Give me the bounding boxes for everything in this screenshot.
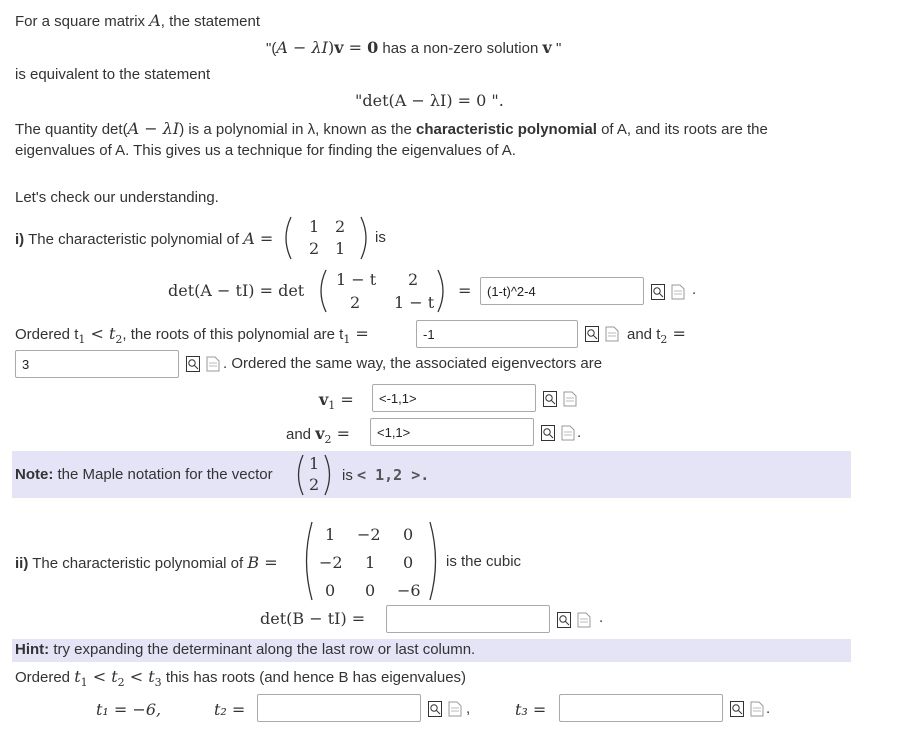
det-expression: det(A − tI) = det	[168, 281, 305, 300]
v2-input[interactable]	[370, 418, 534, 446]
comma: ,	[466, 700, 471, 717]
v2-label: and $v_2$ =	[286, 424, 350, 446]
roots-sentence: Ordered $t_1 < t_2$, the roots of this polynomial are $t_1$ =	[15, 324, 369, 346]
help-doc-icon[interactable]	[605, 326, 619, 342]
det-b-expression: det(B − tI) =	[260, 609, 366, 628]
intro-paragraph-line2: eigenvalues of A. This gives us a technique for finding the eigenvalues of A.	[15, 142, 516, 159]
v1-label: $v_1$ =	[319, 390, 354, 412]
check-heading: Let's check our understanding.	[15, 189, 219, 206]
help-doc-icon[interactable]	[206, 356, 220, 372]
intro-line1: For a square matrix A, the statement	[15, 11, 261, 30]
preview-icon[interactable]	[730, 701, 744, 717]
help-doc-icon[interactable]	[561, 425, 575, 441]
period: .	[692, 281, 697, 298]
preview-icon[interactable]	[428, 701, 442, 717]
is-label: is	[375, 229, 386, 246]
v1-input[interactable]	[372, 384, 536, 412]
help-doc-icon[interactable]	[750, 701, 764, 717]
matrix-b-entries: 1 −2 0 −2 1 0 0 0 −6	[319, 525, 421, 600]
maple-notation: is < 1,2 >.	[342, 466, 430, 484]
preview-icon[interactable]	[651, 284, 665, 300]
note-vector-entries: 1 2	[309, 454, 320, 494]
intro-paragraph-line1: The quantity det(A − λI) is a polynomial in λ, known as the characteristic polynomial of A, and its roots are the	[15, 119, 768, 138]
hint-text: Hint: try expanding the determinant along the last row or last column.	[15, 641, 476, 658]
characteristic-polynomial-term: characteristic polynomial	[415, 121, 597, 138]
statement-2: "det(A − λI) = 0 ".	[355, 91, 504, 110]
eigen-t2-input[interactable]	[257, 694, 421, 722]
preview-icon[interactable]	[541, 425, 555, 441]
preview-icon[interactable]	[585, 326, 599, 342]
period: .	[766, 700, 771, 717]
t2-label: t₂ =	[214, 700, 246, 719]
t1-given: t₁ = −6,	[96, 700, 162, 719]
t1-input[interactable]	[416, 320, 578, 348]
help-doc-icon[interactable]	[671, 284, 685, 300]
preview-icon[interactable]	[543, 391, 557, 407]
characteristic-polynomial-input[interactable]	[480, 277, 644, 305]
matrix-a-minus-ti-entries: 1 − t 2 2 1 − t	[336, 270, 435, 312]
period: .	[599, 609, 604, 626]
order-sentence: Ordered $t_1 < t_2 < t_3$ this has roots (and hence B has eigenvalues)	[15, 667, 467, 689]
eigenvector-sentence: . Ordered the same way, the associated eigenvectors are	[223, 355, 603, 372]
preview-icon[interactable]	[557, 612, 571, 628]
t2-input[interactable]	[15, 350, 179, 378]
intro-line3: is equivalent to the statement	[15, 66, 211, 83]
help-doc-icon[interactable]	[448, 701, 462, 717]
matrix-a-entries: 1 2 2 1	[309, 217, 346, 258]
equals-sign: =	[458, 281, 472, 300]
help-doc-icon[interactable]	[577, 612, 591, 628]
period: .	[577, 424, 582, 441]
eigen-t3-input[interactable]	[559, 694, 723, 722]
and-t2-label: and $t_2$ =	[627, 324, 686, 346]
preview-icon[interactable]	[186, 356, 200, 372]
t3-label: t₃ =	[515, 700, 547, 719]
note-text: Note: the Maple notation for the vector	[15, 466, 273, 483]
help-doc-icon[interactable]	[563, 391, 577, 407]
statement-1: "(A − λI)v = 0 has a non-zero solution v "	[266, 38, 562, 57]
part-i-intro: i) The characteristic polynomial of A =	[15, 229, 274, 248]
is-the-cubic: is the cubic	[446, 553, 522, 570]
part-ii-intro: ii) The characteristic polynomial of B =	[15, 553, 278, 572]
cubic-polynomial-input[interactable]	[386, 605, 550, 633]
